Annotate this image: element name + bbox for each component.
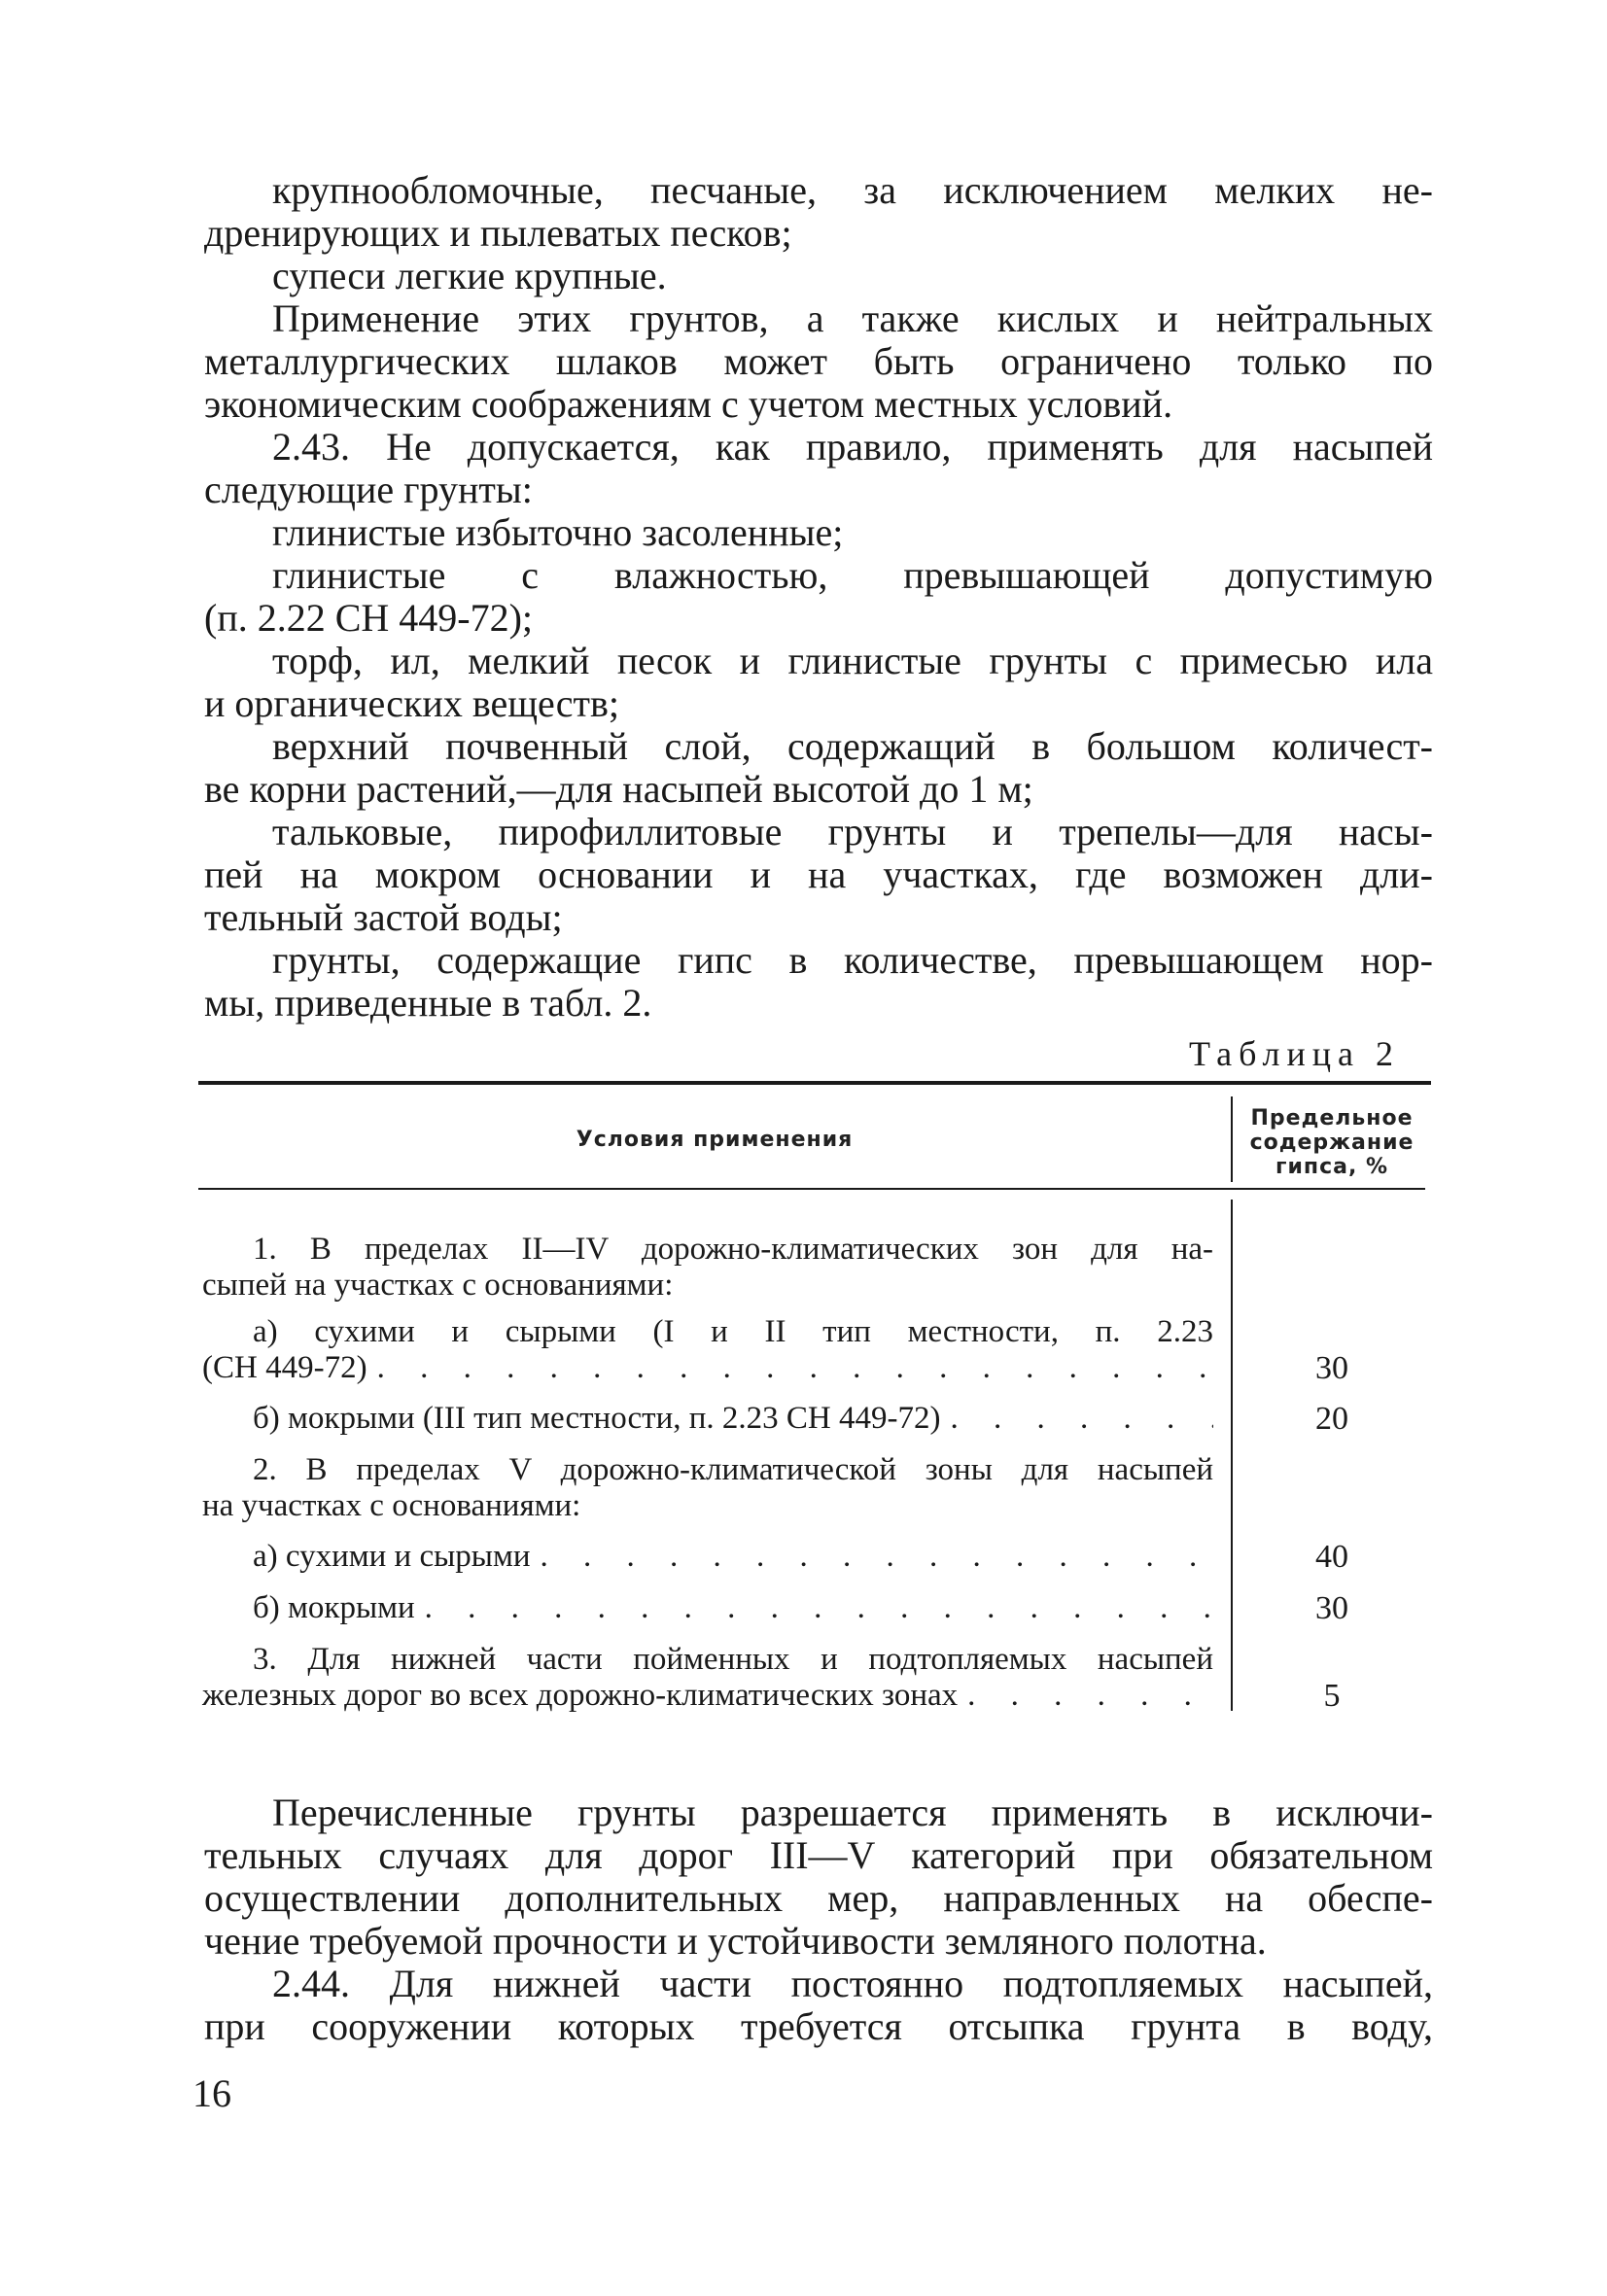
paragraph-section-2-44 <box>204 1963 1433 2048</box>
table-row <box>202 1401 1213 1437</box>
row-text: а) сухими и сырыми (I и II тип местности, п. 2.23 <box>253 1314 1213 1349</box>
row-leader <box>202 1350 1213 1386</box>
text-line: при сооружении которых требуется отсыпка грунта в воду, <box>204 2004 1433 2048</box>
leader-dots <box>415 1590 1213 1626</box>
text-line: и органических веществ; <box>204 681 620 725</box>
table-header-conditions: Условия применения <box>576 1128 854 1152</box>
row-text: б) мокрыми (III тип местности, п. 2.23 СН 449-72) <box>253 1401 941 1436</box>
table-value: 5 <box>1323 1678 1341 1714</box>
table-row <box>202 1452 1213 1524</box>
table-value: 30 <box>1315 1350 1348 1386</box>
header-line: гипса, % <box>1275 1155 1389 1179</box>
table-header-gypsum-limit <box>1235 1106 1429 1179</box>
table-column-divider-body <box>1231 1200 1233 1711</box>
text-line: крупнообломочные, песчаные, за исключением мелких не- <box>272 168 1433 212</box>
row-text: сыпей на участках с основаниями: <box>202 1268 674 1303</box>
row-text: (СН 449-72) <box>202 1350 367 1385</box>
table-row <box>202 1539 1213 1575</box>
header-line: Предельное <box>1250 1106 1414 1131</box>
text-line: (п. 2.22 СН 449-72); <box>204 596 534 640</box>
table-row <box>202 1642 1213 1714</box>
table-top-rule <box>198 1081 1431 1085</box>
table-header-bottom-rule <box>198 1188 1425 1190</box>
text-line: пей на мокром основании и на участках, где возможен дли- <box>204 852 1433 896</box>
row-leader <box>202 1590 1213 1626</box>
text-line: ве корни растений,—для насыпей высотой до 1 м; <box>204 767 1033 811</box>
text-line: глинистые избыточно засоленные; <box>272 510 844 554</box>
table-value: 40 <box>1315 1539 1348 1575</box>
paragraph-section-2-43 <box>204 426 1433 511</box>
table-column-divider-header <box>1231 1096 1233 1182</box>
text-line: тельный застой воды; <box>204 895 563 939</box>
text-line: 2.43. Не допускается, как правило, применять для насыпей <box>272 425 1433 469</box>
row-text: б) мокрыми <box>253 1590 415 1625</box>
text-line: экономическим соображениям с учетом местных условий. <box>204 382 1173 426</box>
text-line: мы, приведенные в табл. 2. <box>204 981 652 1025</box>
table-value: 30 <box>1315 1590 1348 1626</box>
text-line: 2.44. Для нижней части постоянно подтопляемых насыпей, <box>272 1962 1433 2005</box>
paragraph-topsoil <box>204 725 1433 811</box>
row-leader <box>202 1678 1213 1714</box>
text-line: тальковые, пирофиллитовые грунты и трепелы—для насы- <box>272 810 1433 853</box>
text-line: Применение этих грунтов, а также кислых и нейтральных <box>272 296 1433 340</box>
paragraph-wet-clay <box>204 554 1433 640</box>
text-line: торф, ил, мелкий песок и глинистые грунты с примесью ила <box>272 639 1433 682</box>
text-line: дренирующих и пылеватых песков; <box>204 211 792 255</box>
row-text: 2. В пределах V дорожно-климатической зоны для насыпей <box>253 1452 1213 1487</box>
paragraph-gypsum <box>204 939 1433 1025</box>
paragraph-saline-clay <box>204 511 1433 554</box>
row-text: железных дорог во всех дорожно-климатических зонах <box>202 1678 959 1713</box>
text-line: осуществлении дополнительных мер, направленных на обеспе- <box>204 1876 1433 1920</box>
paragraph-talc <box>204 811 1433 939</box>
text-line: грунты, содержащие гипс в количестве, превышающем нор- <box>272 938 1433 982</box>
table-caption: Таблица 2 <box>1189 1034 1400 1073</box>
row-leader <box>202 1401 1213 1437</box>
paragraph-peat-silt <box>204 640 1433 725</box>
leader-dots <box>940 1401 1213 1437</box>
paragraph-application-note <box>204 297 1433 426</box>
leader-dots <box>958 1678 1213 1714</box>
text-line: супеси легкие крупные. <box>272 254 667 297</box>
text-line: верхний почвенный слой, содержащий в большом количест- <box>272 724 1433 768</box>
leader-dots <box>531 1539 1214 1575</box>
text-line: тельных случаях для дорог III—V категорий при обязательном <box>204 1833 1433 1877</box>
table-value: 20 <box>1315 1401 1348 1437</box>
text-line: металлургических шлаков может быть ограничено только по <box>204 339 1433 383</box>
header-line: содержание <box>1249 1131 1415 1155</box>
paragraph-listed-soils <box>204 1792 1433 1963</box>
row-text: а) сухими и сырыми <box>253 1539 531 1574</box>
paragraph-gravelly-sandy <box>204 169 1433 255</box>
text-line: чение требуемой прочности и устойчивости земляного полотна. <box>204 1919 1267 1963</box>
row-text: на участках с основаниями: <box>202 1488 581 1523</box>
leader-dots <box>367 1350 1213 1386</box>
table-row <box>202 1314 1213 1386</box>
table-row <box>202 1232 1213 1304</box>
paragraph-sandy-loam <box>204 255 1433 297</box>
row-text: 1. В пределах II—IV дорожно-климатических зон для на- <box>253 1232 1213 1267</box>
row-text: 3. Для нижней части пойменных и подтопляемых насыпей <box>253 1642 1213 1677</box>
table-row <box>202 1590 1213 1626</box>
text-line: Перечисленные грунты разрешается применять в исключи- <box>272 1791 1433 1834</box>
page-number: 16 <box>192 2071 231 2115</box>
text-line: следующие грунты: <box>204 468 533 511</box>
text-line: глинистые с влажностью, превышающей допустимую <box>272 553 1433 597</box>
row-leader <box>202 1539 1213 1575</box>
